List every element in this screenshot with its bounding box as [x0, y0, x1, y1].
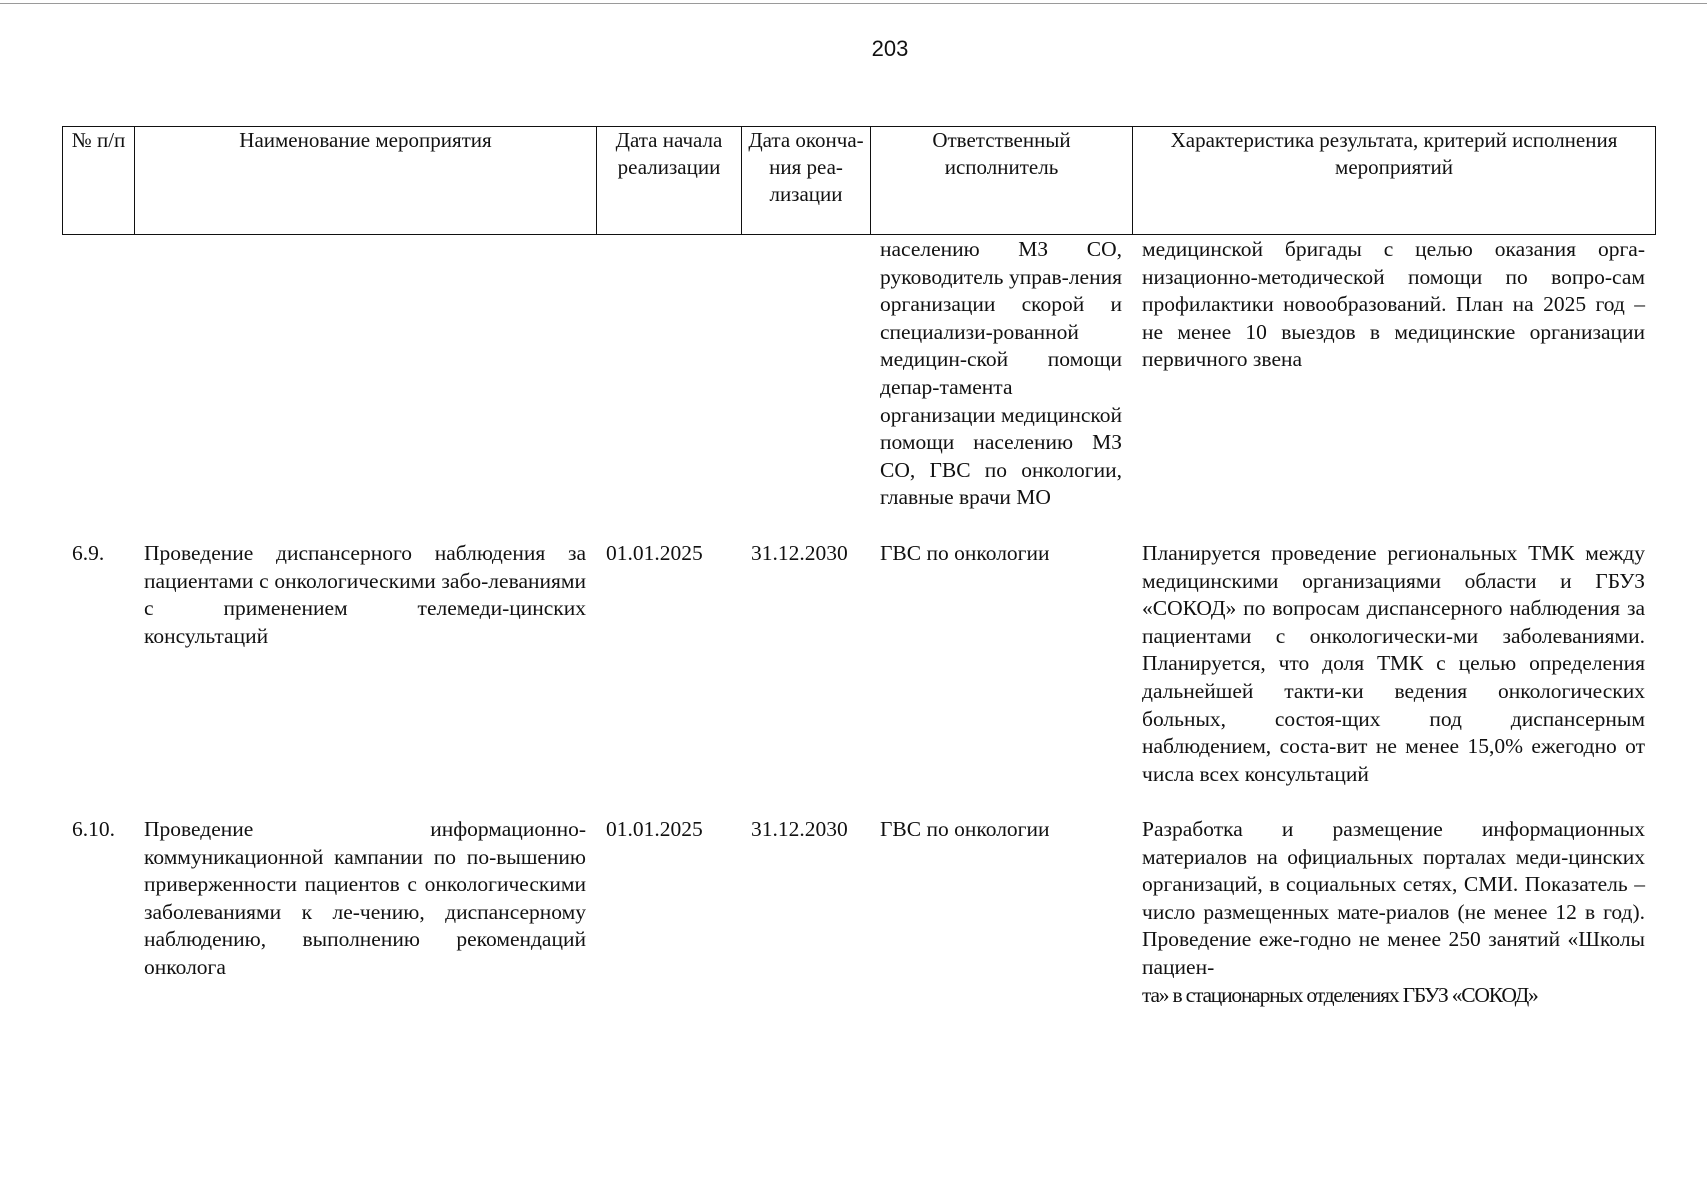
event-name — [134, 236, 596, 540]
start-date — [596, 236, 741, 540]
event-name: Проведение диспансерного наблюдения за пациентами с онкологическими забо-леваниями с применением телемеди-цинских консультаций — [144, 541, 586, 648]
table-row-6-9 — [62, 540, 1655, 816]
col-header-end-date: Дата оконча-ния реа-лизации — [742, 127, 871, 235]
col-header-event-name: Наименование мероприятия — [135, 127, 597, 235]
result-description — [1132, 816, 1655, 1009]
result-description-main: Разработка и размещение информационных материалов на официальных порталах меди-цинских организаций, в социальных сетях, СМИ. Показатель – число размещенных мате-риалов (не менее 12 в год). Проведение еже-годно не менее 250 занятий «Школы пациен- — [1142, 817, 1645, 979]
col-header-responsible: Ответственный исполнитель — [871, 127, 1133, 235]
event-name: Проведение информационно-коммуникационной кампании по по-вышению приверженности пациентов с онкологическими заболеваниями к ле-чению, диспансерному наблюдению, выполнению рекомендаций онколога — [144, 817, 586, 979]
end-date: 31.12.2030 — [751, 817, 848, 841]
table-body — [62, 236, 1655, 1009]
row-number: 6.9. — [72, 541, 105, 565]
start-date: 01.01.2025 — [606, 817, 703, 841]
col-header-number: № п/п — [63, 127, 135, 235]
table-header — [62, 126, 1656, 235]
responsible: ГВС по онкологии — [880, 817, 1050, 841]
scan-top-edge — [0, 3, 1707, 4]
table-row-6-10 — [62, 816, 1655, 1009]
col-header-result: Характеристика результата, критерий исполнения мероприятий — [1133, 127, 1656, 235]
col-header-start-date: Дата начала реализации — [597, 127, 742, 235]
end-date: 31.12.2030 — [751, 541, 848, 565]
table-row-continuation — [62, 236, 1655, 540]
responsible: населению МЗ СО, руководитель управ-ления организации скорой и специализи-рованной медицин-ской помощи депар-тамента организации медицинской помощи населению МЗ СО, ГВС по онкологии, главные врачи МО — [880, 237, 1122, 510]
end-date — [741, 236, 870, 540]
row-number — [62, 236, 134, 540]
row-number: 6.10. — [72, 817, 115, 841]
page-number: 203 — [871, 36, 909, 61]
result-description: медицинской бригады с целью оказания орга-низационно-методической помощи по вопро-сам профилактики новообразований. План на 2025 год – не менее 10 выездов в медицинские организации первичного звена — [1142, 237, 1645, 372]
result-description-tail: та» в стационарных отделениях ГБУЗ «СОКОД» — [1142, 982, 1538, 1007]
result-description: Планируется проведение региональных ТМК между медицинскими организациями области и ГБУЗ «СОКОД» по вопросам диспансерного наблюдения за пациентами с онкологически-ми заболеваниями. Планируется, что доля ТМК с целью определения дальнейшей такти-ки ведения онкологических больных, состоя-щих под диспансерным наблюдением, соста-вит не менее 15,0% ежегодно от числа всех консультаций — [1142, 541, 1645, 786]
header-row — [63, 127, 1656, 235]
responsible: ГВС по онкологии — [880, 541, 1050, 565]
start-date: 01.01.2025 — [606, 541, 703, 565]
